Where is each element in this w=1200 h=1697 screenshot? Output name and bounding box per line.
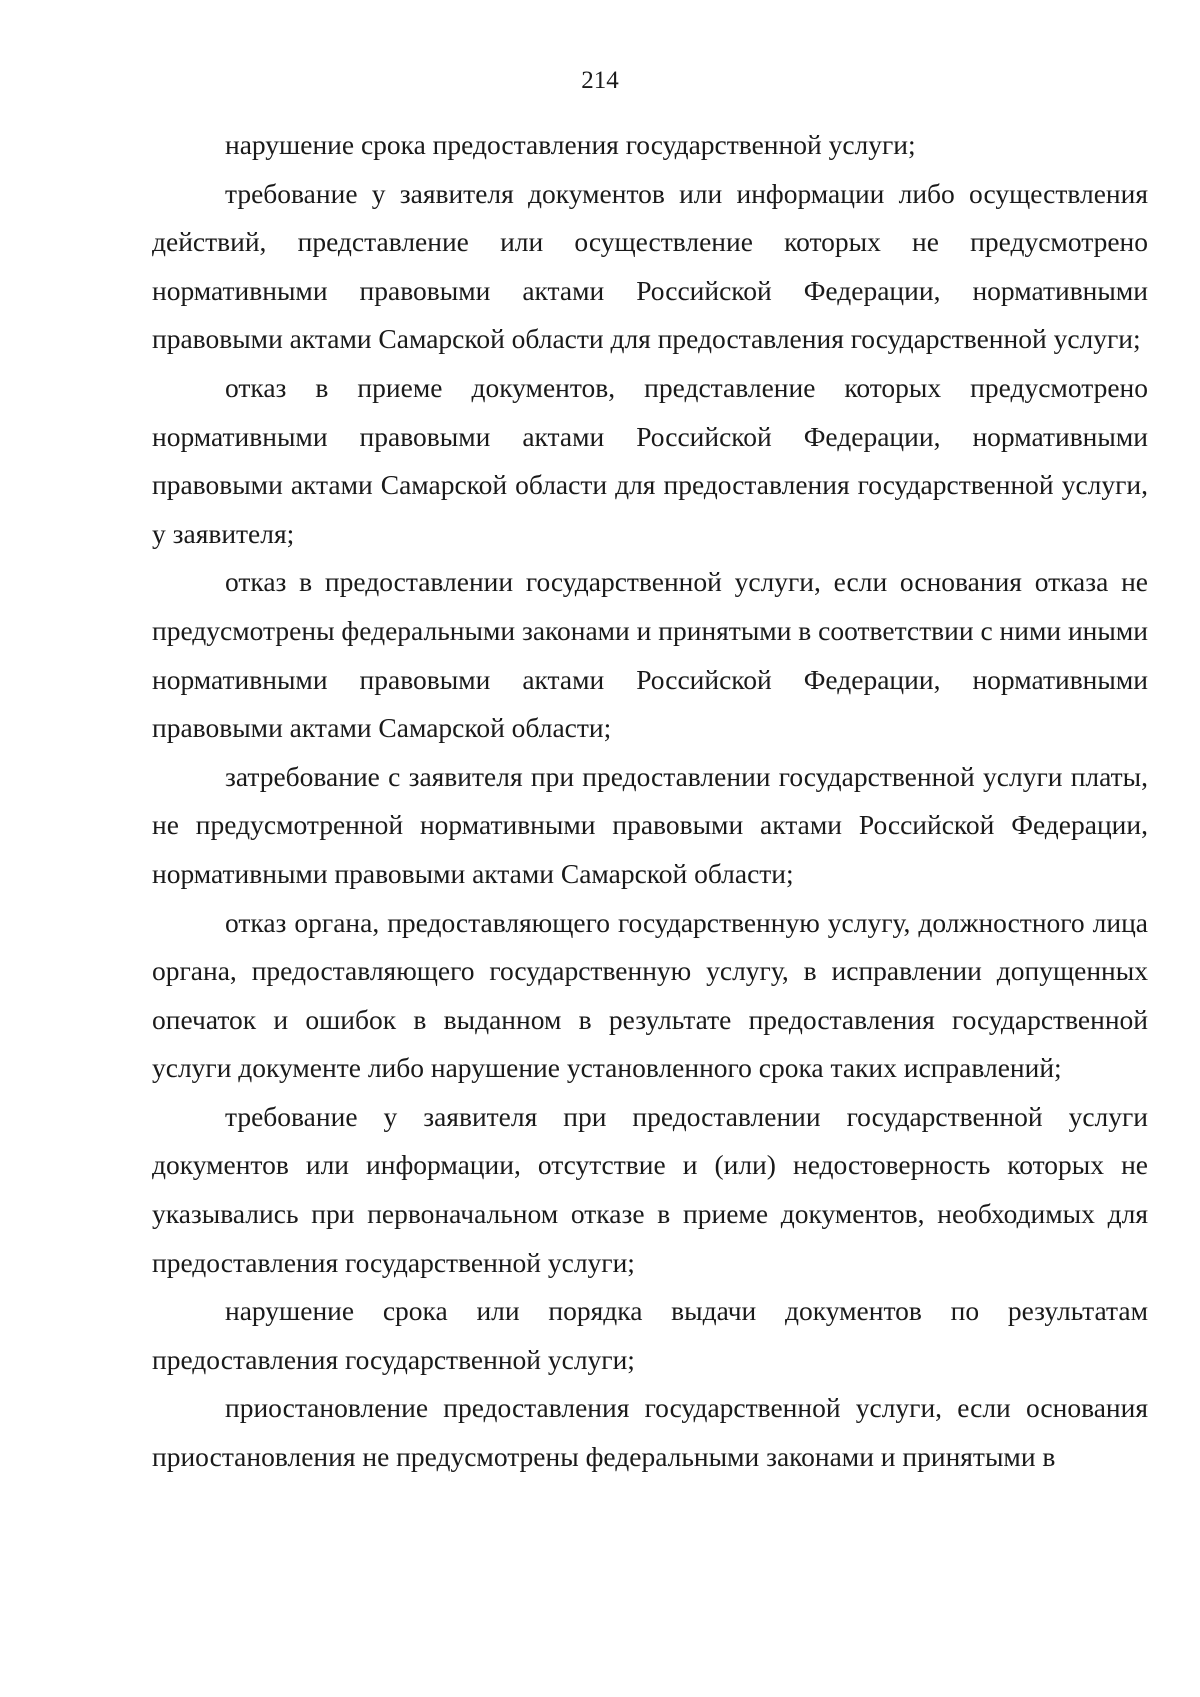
paragraph: требование у заявителя при предоставлении государственной услуги документов или информации, отсутствие и (или) недостоверность которых не указывались при первоначальном отказе в приеме документов, необходимых для предоставления государственной услуги; xyxy=(152,1100,1148,1278)
paragraph: отказ органа, предоставляющего государственную услугу, должностного лица органа, предоставляющего государственную услугу, в исправлении допущенных опечаток и ошибок в выданном в результате предоставления государственной услуги документе либо нарушение установленного срока таких исправлений; xyxy=(152,906,1148,1084)
page-number: 214 xyxy=(581,67,619,94)
document-body xyxy=(152,121,1148,1482)
paragraph: затребование с заявителя при предоставлении государственной услуги платы, не предусмотренной нормативными правовыми актами Российской Федерации, нормативными правовыми актами Самарской области; xyxy=(152,760,1148,889)
paragraph: отказ в предоставлении государственной услуги, если основания отказа не предусмотрены федеральными законами и принятыми в соответствии с ними иными нормативными правовыми актами Российской Федерации, нормативными правовыми актами Самарской области; xyxy=(152,566,1148,744)
paragraph: нарушение срока предоставления государственной услуги; xyxy=(225,129,916,160)
paragraph: нарушение срока или порядка выдачи документов по результатам предоставления государственной услуги; xyxy=(152,1295,1148,1375)
paragraph: требование у заявителя документов или информации либо осуществления действий, представление или осуществление которых не предусмотрено нормативными правовыми актами Российской Федерации, нормативными правовыми актами Самарской области для предоставления государственной услуги; xyxy=(152,177,1148,355)
paragraph: отказ в приеме документов, представление которых предусмотрено нормативными правовыми актами Российской Федерации, нормативными правовыми актами Самарской области для предоставления государственной услуги, у заявителя; xyxy=(152,371,1148,549)
paragraph: приостановление предоставления государственной услуги, если основания приостановления не предусмотрены федеральными законами и принятыми в xyxy=(152,1392,1148,1473)
